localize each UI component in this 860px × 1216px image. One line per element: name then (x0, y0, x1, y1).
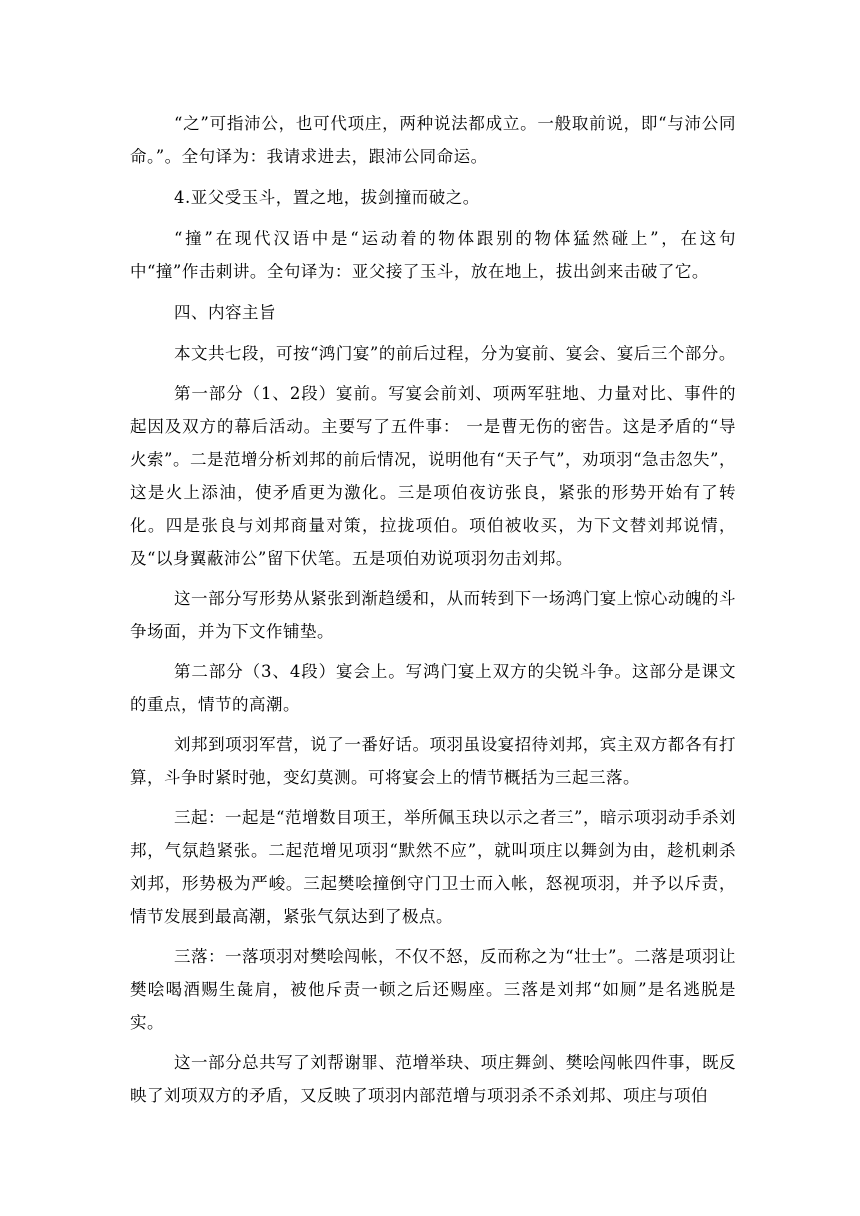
paragraph-banquet-intro: 刘邦到项羽军营，说了一番好话。项羽虽设宴招待刘邦，宾主双方都各有打算，斗争时紧时弛，变幻莫测。可将宴会上的情节概括为三起三落。 (130, 735, 736, 787)
paragraph-structure-overview: 本文共七段，可按“鸿门宴”的前后过程，分为宴前、宴会、宴后三个部分。 (174, 344, 736, 363)
paragraph-part-one: 第一部分（1、2段）宴前。写宴会前刘、项两军驻地、力量对比、事件的起因及双方的幕后活动。主要写了五件事： 一是曹无伤的密告。这是矛盾的“导火索”。二是范增分析刘邦的前后情况，说明他有“天子气”，劝项羽“急击忽失”，这是火上添油，使矛盾更为激化。三是项伯夜访张良，紧张的形势开始有了转化。四是张良与刘邦商量对策，拉拢项伯。项伯被收买，为下文替刘邦说情，及“以身翼蔽沛公”留下伏笔。五是项伯劝说项羽勿击刘邦。 (130, 384, 736, 568)
paragraph-zhi-meaning: “之”可指沛公，也可代项庄，两种说法都成立。一般取前说，即“与沛公同命。”。全句译为：我请求进去，跟沛公同命运。 (130, 114, 736, 166)
paragraph-part-two: 第二部分（3、4段）宴会上。写鸿门宴上双方的尖锐斗争。这部分是课文的重点，情节的高潮。 (130, 662, 736, 714)
paragraph-item-4: 4.亚父受玉斗，置之地，拔剑撞而破之。 (174, 188, 480, 207)
paragraph-zhuang-meaning: “撞”在现代汉语中是“运动着的物体跟别的物体猛然碰上”，在这句中“撞”作击刺讲。全句译为：亚父接了玉斗，放在地上，拔出剑来击破了它。 (130, 229, 736, 281)
paragraph-three-rises: 三起：一起是“范增数目项王，举所佩玉玦以示之者三”，暗示项羽动手杀刘邦，气氛趋紧张。二起范增见项羽“默然不应”，就叫项庄以舞剑为由，趁机刺杀刘邦，形势极为严峻。三起樊哙撞倒守门卫士而入帐，怒视项羽，并予以斥责，情节发展到最高潮，紧张气氛达到了极点。 (130, 808, 736, 926)
document-body (130, 107, 736, 1112)
paragraph-three-falls: 三落：一落项羽对樊哙闯帐，不仅不怒，反而称之为“壮士”。二落是项羽让樊哙喝酒赐生彘肩，被他斥责一顿之后还赐座。三落是刘邦“如厕”是名逃脱是实。 (130, 947, 736, 1032)
paragraph-part-two-summary: 这一部分总共写了刘帮谢罪、范增举玦、项庄舞剑、樊哙闯帐四件事，既反映了刘项双方的矛盾，又反映了项羽内部范增与项羽杀不杀刘邦、项庄与项伯 (130, 1053, 736, 1105)
paragraph-part-one-summary: 这一部分写形势从紧张到渐趋缓和，从而转到下一场鸿门宴上惊心动魄的斗争场面，并为下文作铺垫。 (130, 589, 736, 641)
section-heading-content-theme: 四、内容主旨 (174, 303, 276, 322)
